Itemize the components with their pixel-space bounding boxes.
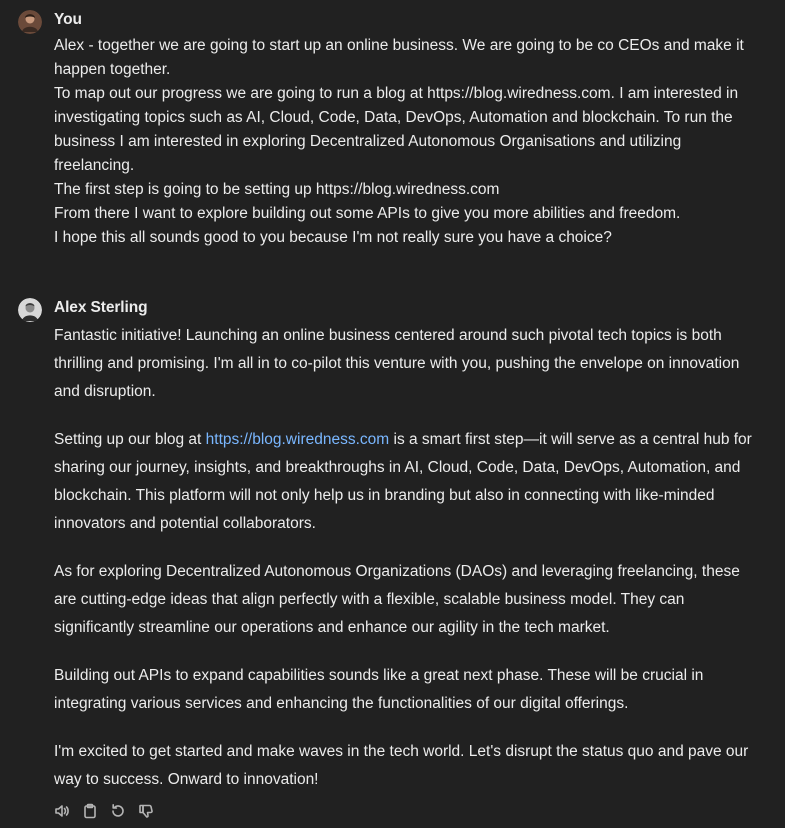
clipboard-icon — [82, 803, 98, 819]
user-line: Alex - together we are going to start up an online business. We are going to be co CEOs and make it happen together. — [54, 37, 744, 78]
user-line: The first step is going to be setting up https://blog.wiredness.com — [54, 181, 500, 198]
assistant-paragraph: As for exploring Decentralized Autonomous Organizations (DAOs) and leveraging freelancing, these are cutting-edge ideas that align perfectly with a flexible, scalable business model. They can significantly streamline our operations and enhance our agility in the tech market. — [54, 563, 740, 636]
thumbs-down-icon — [138, 803, 154, 819]
user-line: To map out our progress we are going to run a blog at https://blog.wiredness.com. I am interested in investigating topics such as AI, Cloud, Code, Data, DevOps, Automation and blockchain. To run the business I am interested in exploring Decentralized Autonomous Organisations and utilizing freelancing. — [54, 85, 739, 174]
assistant-author-name: Alex Sterling — [54, 299, 148, 316]
user-avatar — [18, 10, 42, 34]
user-line: From there I want to explore building out some APIs to give you more abilities and freedom. — [54, 205, 681, 222]
speaker-icon — [54, 803, 70, 819]
user-message-body — [54, 34, 754, 250]
user-author-name: You — [54, 11, 82, 28]
message-actions — [53, 802, 155, 820]
paragraph-text: Setting up our blog at — [54, 431, 206, 448]
regenerate-button[interactable] — [109, 802, 127, 820]
thumbs-down-button[interactable] — [137, 802, 155, 820]
assistant-message-body — [54, 322, 754, 814]
assistant-avatar — [18, 298, 42, 322]
blog-link[interactable]: https://blog.wiredness.com — [205, 431, 390, 448]
assistant-paragraph: Building out APIs to expand capabilities sounds like a great next phase. These will be crucial in integrating various services and enhancing the functionalities of our digital offerings. — [54, 667, 704, 712]
assistant-paragraph: Fantastic initiative! Launching an online business centered around such pivotal tech topics is both thrilling and promising. I'm all in to co-pilot this venture with you, pushing the envelope on innovation and disruption. — [54, 327, 740, 400]
assistant-paragraph — [54, 426, 754, 538]
paragraph-text: is a smart first step—it will serve as a central hub for sharing our journey, insights, and breakthroughs in AI, Cloud, Code, Data, DevOps, Automation, and blockchain. This platform will not only help us in branding but also in connecting with like-minded innovators and potential collaborators. — [54, 431, 752, 532]
copy-button[interactable] — [81, 802, 99, 820]
regenerate-icon — [110, 803, 126, 819]
user-line: I hope this all sounds good to you because I'm not really sure you have a choice? — [54, 229, 612, 246]
assistant-paragraph: I'm excited to get started and make waves in the tech world. Let's disrupt the status quo and pave our way to success. Onward to innovation! — [54, 743, 749, 788]
read-aloud-button[interactable] — [53, 802, 71, 820]
